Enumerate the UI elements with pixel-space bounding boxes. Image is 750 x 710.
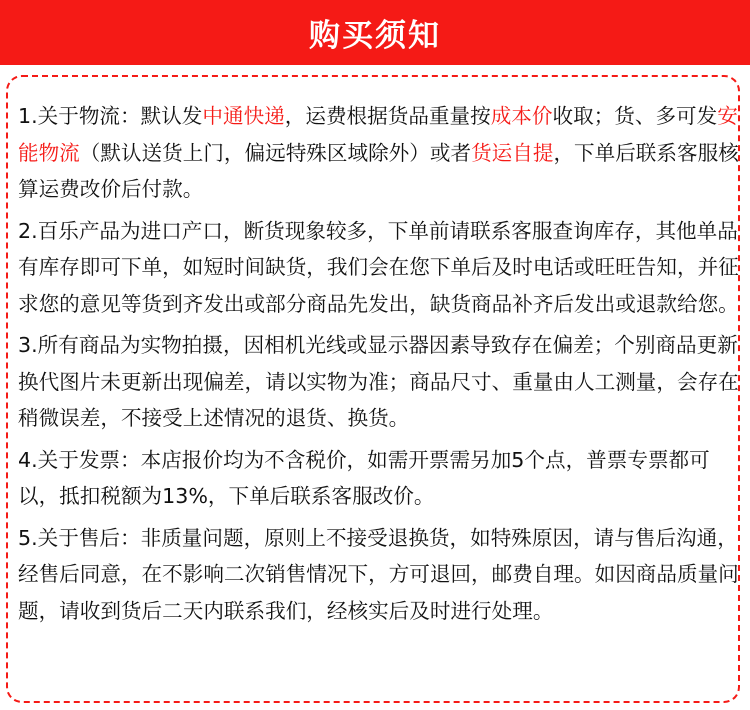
logistics-text-3: 收取；货、多可发 [552,104,718,128]
notice-paragraph-logistics [18,98,740,208]
notice-content [18,98,740,634]
notice-paragraph-after-sales: 5.关于售后：非质量问题，原则上不接受退换货，如特殊原因，请与售后沟通，经售后同意，在不影响二次销售情况下，方可退回，邮费自理。如因商品质量问题，请收到货后二天内联系我们，经核实后及时进行处理。 [18,525,739,623]
page-title: 购买须知 [309,18,441,54]
header-banner [0,0,750,65]
highlight-cost-price: 成本价 [490,104,553,128]
logistics-text-2: ，运费根据货品重量按 [284,104,491,128]
logistics-text-5: ，下单后联系客服核算运费改价后付款。 [18,140,739,201]
highlight-freight-pickup: 货运自提 [471,140,554,165]
highlight-anneng-logistics: 安能物流 [18,104,738,165]
logistics-text-1: 1.关于物流：默认发 [18,104,203,128]
notice-paragraph-photos: 3.所有商品为实物拍摄，因相机光线或显示器因素导致存在偏差；个别商品更新换代图片未更新出现偏差，请以实物为准；商品尺寸、重量由人工测量，会存在稍微误差，不接受上述情况的退货、换货。 [18,333,739,430]
notice-paragraph-stock: 2.百乐产品为进口产口，断货现象较多，下单前请联系客服查询库存，其他单品有库存即可下单，如短时间缺货，我们会在您下单后及时电话或旺旺告知，并征求您的意见等货到齐发出或部分商品先发出，缺货商品补齐后发出或退款给您。 [18,218,739,316]
logistics-text-4: （默认送货上门，偏远特殊区域除外）或者 [79,140,472,165]
notice-paragraph-invoice: 4.关于发票：本店报价均为不含税价，如需开票需另加5个点，普票专票都可以，抵扣税额为13%，下单后联系客服改价。 [18,447,710,508]
highlight-zto-express: 中通快递 [202,104,285,128]
